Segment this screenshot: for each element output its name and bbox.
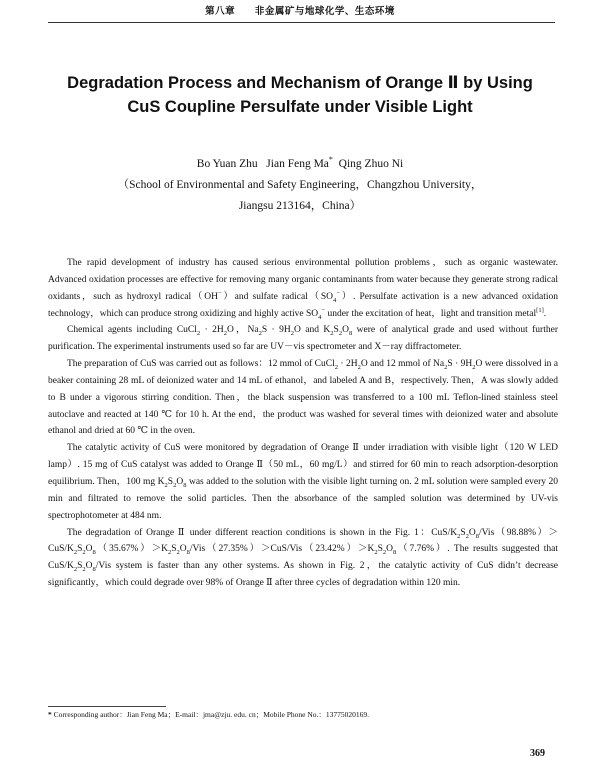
- author-names-last: Qing Zhuo Ni: [332, 158, 404, 170]
- footnote-text: Corresponding author：Jian Feng Ma；E-mail：jma@zju. edu. cn；Mobile Phone No.：13775020169.: [53, 710, 370, 719]
- corresponding-author-marker: *: [328, 155, 333, 165]
- author-block: [0, 154, 600, 217]
- author-names: [0, 154, 600, 175]
- paragraph-chemicals: Chemical agents including CuCl$_2$ · $2H_2O$，$Na_2S \cdot 9H_2O$ and $K_2S_2O_8$ were of analytical grade and used without further purification. The experimental instruments used so far are UV－vis spectrometer and X－ray diffractometer.: [48, 325, 558, 353]
- paragraph-catalytic-activity: The catalytic activity of CuS were monitored by degradation of Orange Ⅱ under irradiation with visible light（120 W LED lamp）. 15 mg of CuS catalyst was added to Orange Ⅱ（50 mL，60 mg/L）and stirred for 60 min to reach adsorption-desorption equilibrium. Then，100 mg $K_2S_2O_8$ was added to the solution with the visible light turning on. 2 mL solution were sampled every 20 min and filtrated to remove the solid particles. Then the absorbance of the sampled solution was determined by UV-vis spectrophotometer at 484 nm.: [48, 443, 558, 521]
- body-text: [48, 255, 558, 592]
- running-header-chapter: 第八章: [205, 6, 236, 17]
- affiliation-line-1: （School of Environmental and Safety Engineering，Changzhou University，: [117, 179, 483, 191]
- title-line-2: CuS Coupline Persulfate under Visible Light: [127, 98, 473, 116]
- page-number: 369: [530, 748, 545, 759]
- header-rule: [48, 22, 555, 23]
- footnote-marker: *: [48, 710, 52, 719]
- paragraph-preparation: The preparation of CuS was carried out as follows：12 mmol of CuCl$_2$ · $2H_2O$ and 12 mmol of $Na_2S \cdot 9H_2O$ were dissolved in a beaker containing 28 mL of deionized water and 14 mL of ethanol，and labeled A and B，respectively. Then，A was slowly added to B under a vigorous stirring condition. Then，the black suspension was transferred to a 100 mL Teflon-lined stainless steel autoclave and reacted at 140 ℃ for 10 h. At the end，the product was washed for several times with deionized water and absolute ethanol and dried at 60 ℃ in the oven.: [48, 359, 558, 437]
- citation-ref: [1]: [536, 306, 544, 314]
- footnote: [48, 709, 369, 721]
- running-header: [0, 3, 600, 17]
- paragraph-results: The degradation of Orange Ⅱ under different reaction conditions is shown in the Fig. 1：CuS/$K_2S_2O_8/Vis(98.88\%)>CuS/K_2S_2O_8(35.67\%)>K_2S_2O_8/Vis(27.35\%)>CuS/Vis(23.42\%)>K_2S_2O_8(7.76\%)$. The results suggested that CuS/$K_2S_2O_8$/Vis system is faster than any other systems. As shown in Fig. 2，the catalytic activity of CuS didn’t decrease significantly，which could degrade over 98% of Orange Ⅱ after three cycles of degradation within 120 min.: [48, 527, 558, 589]
- running-header-section: 非金属矿与地球化学、生态环境: [254, 6, 395, 17]
- footnote-rule: [48, 706, 166, 707]
- author-names-first: Bo Yuan Zhu Jian Feng Ma: [196, 158, 329, 170]
- title-line-1: Degradation Process and Mechanism of Orange Ⅱ by Using: [67, 74, 533, 92]
- affiliation-line-2: Jiangsu 213164，China）: [238, 200, 362, 212]
- paragraph-introduction: The rapid development of industry has caused serious environmental pollution problems，such as organic wastewater. Advanced oxidation processes are effective for removing many organic contaminants from water because they generate strong radical oxidants，such as hydroxyl radical（OH−）and sulfate $radical(SO_4^-)$. Persulfate activation is a new advanced oxidation technology，which can produce strong oxidizing and highly active $SO_4^-$ under the excitation of heat，light and transition metal[1].: [48, 258, 558, 321]
- paper-title: [40, 71, 560, 119]
